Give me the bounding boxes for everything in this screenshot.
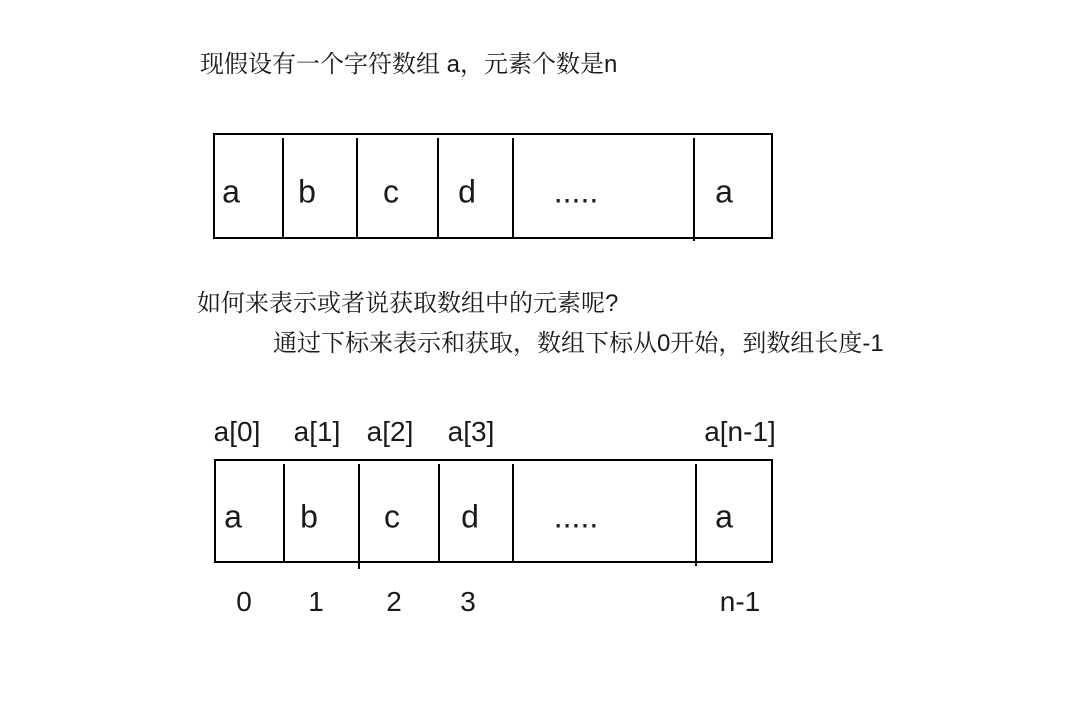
array-cell-ellipsis: ..... — [553, 173, 599, 210]
index-number: 3 — [460, 586, 476, 617]
index-number: 1 — [308, 586, 324, 617]
cell-divider — [695, 464, 697, 566]
array-cell: c — [383, 173, 399, 210]
index-number: n-1 — [719, 586, 761, 617]
cell-divider — [358, 464, 360, 569]
cell-divider — [437, 138, 439, 237]
array-cell: b — [298, 173, 316, 210]
array-cell: a — [715, 173, 733, 210]
array-cell: b — [300, 498, 318, 535]
index-number: 2 — [386, 586, 402, 617]
cell-divider — [438, 464, 440, 561]
index-label: a[1] — [293, 416, 341, 447]
question-text: 如何来表示或者说获取数组中的元素呢? — [197, 290, 619, 317]
cell-divider — [693, 138, 695, 241]
cell-divider — [282, 138, 284, 237]
array-cell: c — [384, 498, 400, 535]
index-label: a[n-1] — [704, 416, 776, 447]
array-cell: d — [458, 173, 476, 210]
array-cell: a — [222, 173, 240, 210]
index-label: a[0] — [213, 416, 261, 447]
answer-text: 通过下标来表示和获取，数组下标从0开始，到数组长度-1 — [273, 330, 884, 357]
cell-divider — [512, 138, 514, 237]
array-cell-ellipsis: ..... — [553, 498, 599, 535]
index-number: 0 — [236, 586, 252, 617]
cell-divider — [512, 464, 514, 561]
array-diagram-top — [213, 133, 773, 239]
cell-divider — [283, 464, 285, 561]
index-label: a[3] — [447, 416, 495, 447]
intro-text: 现假设有一个字符数组 a，元素个数是n — [200, 51, 618, 78]
cell-divider — [356, 138, 358, 237]
array-cell: a — [715, 498, 733, 535]
array-cell: d — [461, 498, 479, 535]
index-label: a[2] — [366, 416, 414, 447]
array-diagram-bottom — [214, 459, 773, 563]
array-cell: a — [224, 498, 242, 535]
